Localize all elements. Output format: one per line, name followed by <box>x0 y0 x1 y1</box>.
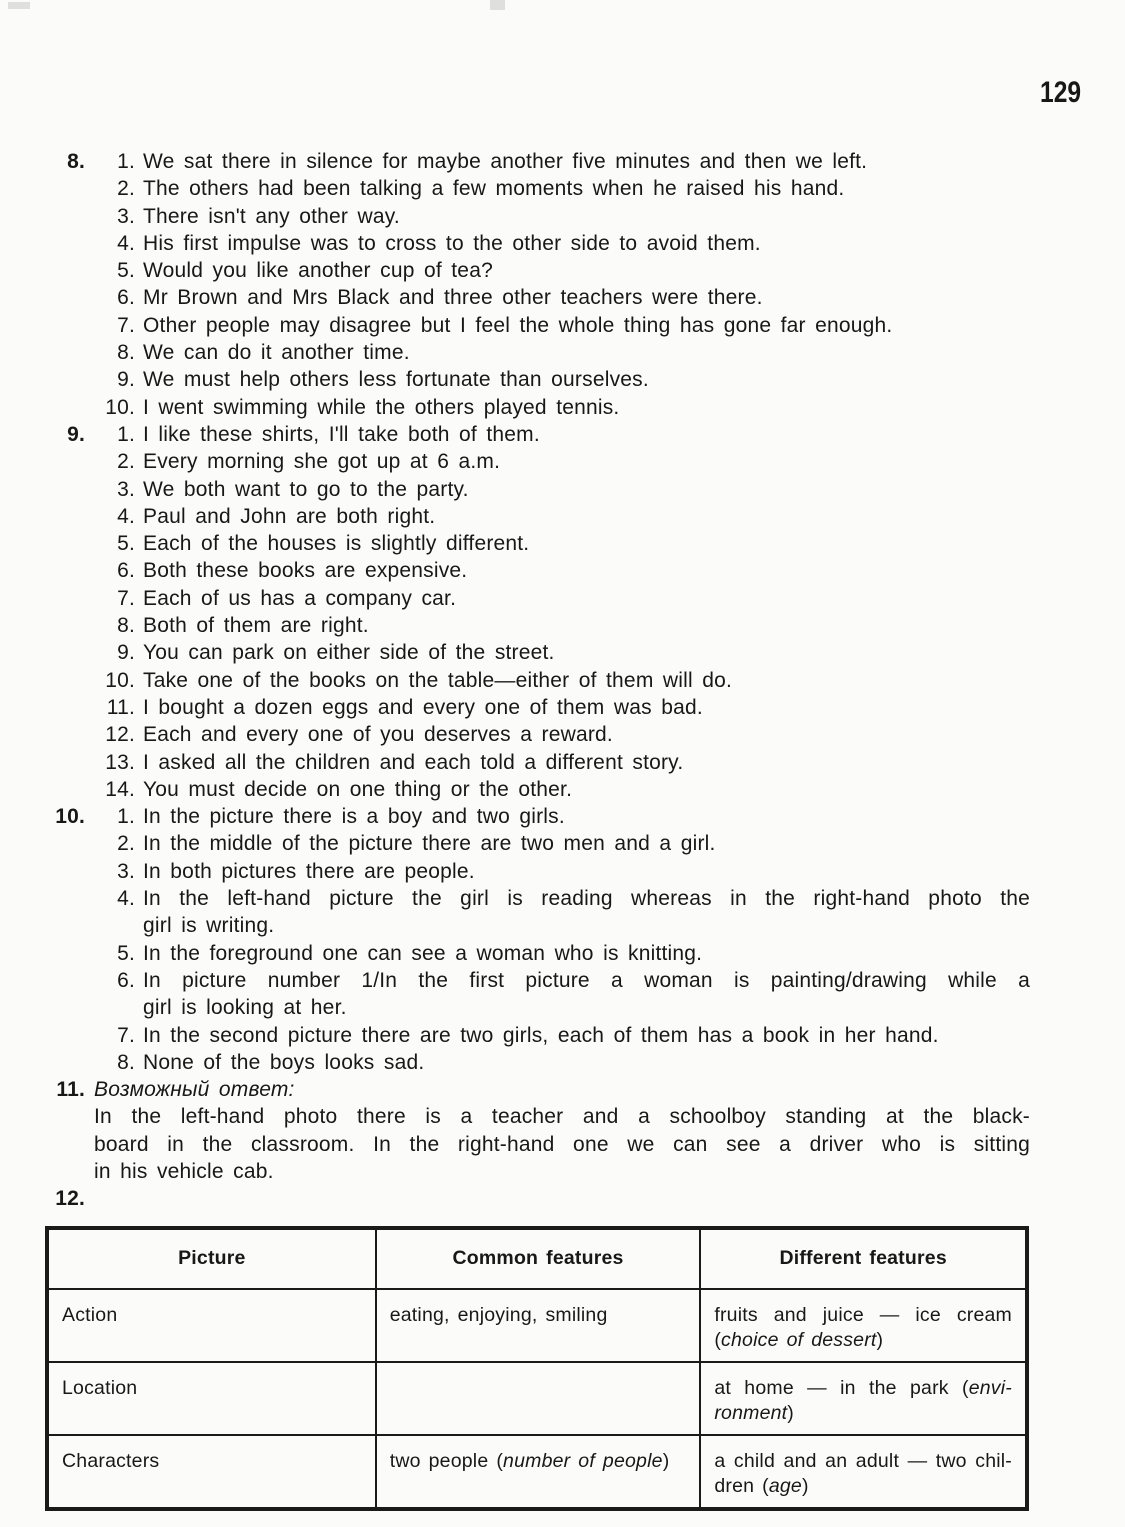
exercise-number: 12. <box>55 1187 85 1211</box>
list-item <box>89 830 1030 857</box>
list-item <box>89 366 1030 393</box>
item-number: 5. <box>117 259 135 283</box>
item-number: 13. <box>105 750 135 774</box>
item-number: 2. <box>117 832 135 856</box>
item-text: In the middle of the picture there are two men and a girl. <box>143 832 716 856</box>
item-number: 3. <box>117 204 135 228</box>
table-cell-common <box>376 1362 701 1435</box>
item-text-line: girl is looking at her. <box>143 996 347 1020</box>
item-number: 8. <box>117 614 135 638</box>
item-number: 4. <box>117 231 135 255</box>
item-text: I asked all the children and each told a different story. <box>143 750 684 774</box>
answer-paragraph-line: In the left-hand photo there is a teacher and a schoolboy standing at the black- <box>94 1105 1030 1129</box>
exercise-number: 10. <box>55 805 85 829</box>
plain-text: ( <box>714 1328 722 1351</box>
item-number: 10. <box>105 668 135 692</box>
table-cell-line <box>390 1303 687 1328</box>
answer-key-exercises <box>45 148 1030 1213</box>
item-text: I went swimming while the others played tennis. <box>143 395 620 419</box>
italic-text: number of people <box>503 1449 663 1472</box>
list-item <box>89 667 1030 694</box>
list-item <box>89 858 1030 885</box>
plain-text: ) <box>876 1328 884 1351</box>
item-text: I like these shirts, I'll take both of them. <box>143 422 540 446</box>
page-content <box>45 148 1030 1511</box>
table-row <box>47 1289 1027 1362</box>
item-number: 6. <box>117 559 135 583</box>
list-item <box>89 776 1030 803</box>
list-item <box>89 339 1030 366</box>
list-item <box>89 503 1030 530</box>
table-cell-picture: Characters <box>47 1435 376 1509</box>
item-text: Would you like another cup of tea? <box>143 259 493 283</box>
item-number: 8. <box>117 1050 135 1074</box>
item-text: In the foreground one can see a woman who is knitting. <box>143 941 703 965</box>
item-text: In the second picture there are two girls, each of them has a book in her hand. <box>143 1023 939 1047</box>
table-cell-common <box>376 1435 701 1509</box>
plain-text: ) <box>787 1401 794 1424</box>
item-number: 5. <box>117 941 135 965</box>
list-item <box>89 230 1030 257</box>
item-text: Every morning she got up at 6 a.m. <box>143 450 501 474</box>
item-text: Both of them are right. <box>143 614 369 638</box>
item-number: 1. <box>117 150 135 173</box>
table-cell-picture: Location <box>47 1362 376 1435</box>
list-item <box>89 1049 1030 1076</box>
plain-text: ) <box>801 1474 809 1497</box>
list-item <box>89 203 1030 230</box>
table-row <box>47 1435 1027 1509</box>
list-item <box>89 448 1030 475</box>
item-number: 12. <box>105 723 135 747</box>
item-text-line: In the left-hand picture the girl is reading whereas in the right-hand photo the <box>143 887 1030 911</box>
item-number: 4. <box>117 887 135 911</box>
item-text: None of the boys looks sad. <box>143 1050 425 1074</box>
item-number: 9. <box>117 641 135 665</box>
item-text <box>143 967 1030 1022</box>
exercise-number: 9. <box>67 422 85 446</box>
answer-heading: Возможный ответ: <box>94 1078 295 1102</box>
item-text: Each and every one of you deserves a reward. <box>143 723 613 747</box>
answer-paragraph-line: in his vehicle cab. <box>94 1159 274 1183</box>
answers-table <box>45 1226 1029 1511</box>
list-item <box>89 1022 1030 1049</box>
item-text-line: girl is writing. <box>143 914 275 938</box>
item-number: 9. <box>117 368 135 392</box>
list-item <box>89 148 1030 175</box>
table-head <box>47 1228 1027 1289</box>
exercise-body <box>89 148 1030 421</box>
item-number: 7. <box>117 586 135 610</box>
table-cell-line <box>714 1449 1012 1474</box>
item-number: 1. <box>117 805 135 829</box>
list-item <box>89 940 1030 967</box>
table-cell-line <box>714 1376 1012 1401</box>
list-item <box>89 694 1030 721</box>
list-item <box>89 175 1030 202</box>
item-text: You can park on either side of the street. <box>143 641 555 665</box>
scan-artifact <box>490 0 505 10</box>
item-text: There isn't any other way. <box>143 204 400 228</box>
list-item <box>89 312 1030 339</box>
plain-text: dren ( <box>714 1474 769 1497</box>
italic-text: choice of dessert <box>721 1328 877 1351</box>
plain-text: two people ( <box>389 1449 504 1472</box>
list-item <box>89 721 1030 748</box>
table-cell-different <box>700 1289 1027 1362</box>
list-item <box>89 749 1030 776</box>
italic-text: envi- <box>968 1376 1012 1399</box>
item-text: You must decide on one thing or the other. <box>143 777 573 801</box>
item-text: Take one of the books on the table—either of them will do. <box>143 668 733 692</box>
item-text: I bought a dozen eggs and every one of them was bad. <box>143 695 703 719</box>
table-header-cell: Common features <box>376 1228 701 1289</box>
item-text-line: In picture number 1/In the first picture a woman is painting/drawing while a <box>143 968 1030 992</box>
item-number: 3. <box>117 859 135 883</box>
table-row <box>47 1362 1027 1435</box>
exercise-9 <box>45 421 1030 803</box>
item-text: We both want to go to the party. <box>143 477 469 501</box>
exercise-number: 8. <box>67 150 85 173</box>
table-cell-different <box>700 1435 1027 1509</box>
list-item <box>89 803 1030 830</box>
list-item <box>89 530 1030 557</box>
table-cell-line <box>390 1449 687 1474</box>
list-item <box>89 394 1030 421</box>
exercise-11 <box>45 1076 1030 1185</box>
list-item <box>89 421 1030 448</box>
exercise-12-table-wrap <box>45 1226 1030 1511</box>
item-number: 5. <box>117 532 135 556</box>
plain-text: eating, enjoying, smiling <box>389 1303 608 1326</box>
exercise-10 <box>45 803 1030 1076</box>
table-cell-line <box>714 1303 1012 1328</box>
item-text: Each of the houses is slightly different. <box>143 532 530 556</box>
item-number: 10. <box>105 395 135 419</box>
answer-paragraph-line: board in the classroom. In the right-hand one we can see a driver who is sitting <box>94 1132 1030 1156</box>
item-text: Other people may disagree but I feel the whole thing has gone far enough. <box>143 313 893 337</box>
exercise-8 <box>45 148 1030 421</box>
table-header-cell: Picture <box>47 1228 376 1289</box>
plain-text: fruits and juice — ice cream <box>714 1303 1012 1326</box>
item-number: 3. <box>117 477 135 501</box>
item-text: We must help others less fortunate than ourselves. <box>143 368 649 392</box>
page-number: 129 <box>1039 76 1081 109</box>
table-cell-picture: Action <box>47 1289 376 1362</box>
item-text: In the picture there is a boy and two girls. <box>143 805 565 829</box>
plain-text: a child and an adult — two chil- <box>714 1449 1012 1472</box>
exercise-number: 11. <box>56 1078 85 1102</box>
table-cell-line <box>714 1474 1012 1499</box>
answer-paragraph <box>94 1103 1030 1185</box>
item-text: Mr Brown and Mrs Black and three other teachers were there. <box>143 286 763 310</box>
list-item <box>89 476 1030 503</box>
item-number: 14. <box>105 777 135 801</box>
table-cell-common <box>376 1289 701 1362</box>
item-number: 7. <box>117 313 135 337</box>
item-number: 2. <box>117 177 135 201</box>
item-number: 1. <box>117 422 135 446</box>
list-item <box>89 639 1030 666</box>
exercise-body <box>89 1076 1030 1185</box>
plain-text: at home — in the park ( <box>714 1376 969 1399</box>
item-text: We can do it another time. <box>143 341 410 365</box>
scan-artifact <box>8 2 30 9</box>
table-cell-line <box>714 1328 1012 1353</box>
item-number: 8. <box>117 341 135 365</box>
table-cell-line <box>714 1401 1012 1426</box>
item-text: Both these books are expensive. <box>143 559 468 583</box>
list-item <box>89 284 1030 311</box>
exercise-body <box>89 803 1030 1076</box>
list-item <box>89 612 1030 639</box>
list-item <box>89 585 1030 612</box>
list-item <box>89 557 1030 584</box>
table-body <box>47 1289 1027 1509</box>
item-text: The others had been talking a few moments when he raised his hand. <box>143 177 845 201</box>
table-cell-different <box>700 1362 1027 1435</box>
item-text: Paul and John are both right. <box>143 504 436 528</box>
item-text: Each of us has a company car. <box>143 586 457 610</box>
item-number: 6. <box>117 968 135 992</box>
exercise-12 <box>45 1185 1030 1212</box>
list-item <box>89 257 1030 284</box>
item-number: 2. <box>117 450 135 474</box>
item-text <box>143 885 1030 940</box>
list-item <box>89 885 1030 940</box>
list-item <box>89 967 1030 1022</box>
item-number: 6. <box>117 286 135 310</box>
item-text: In both pictures there are people. <box>143 859 475 883</box>
table-header-row <box>47 1228 1027 1289</box>
plain-text: ) <box>662 1449 670 1472</box>
table-header-cell: Different features <box>700 1228 1027 1289</box>
item-text: We sat there in silence for maybe another five minutes and then we left. <box>143 150 868 173</box>
item-number: 7. <box>117 1023 135 1047</box>
italic-text: ronment <box>714 1401 788 1424</box>
item-text: His first impulse was to cross to the other side to avoid them. <box>143 231 761 255</box>
item-number: 11. <box>106 695 135 719</box>
italic-text: age <box>768 1474 802 1497</box>
item-number: 4. <box>117 504 135 528</box>
exercise-body <box>89 421 1030 803</box>
